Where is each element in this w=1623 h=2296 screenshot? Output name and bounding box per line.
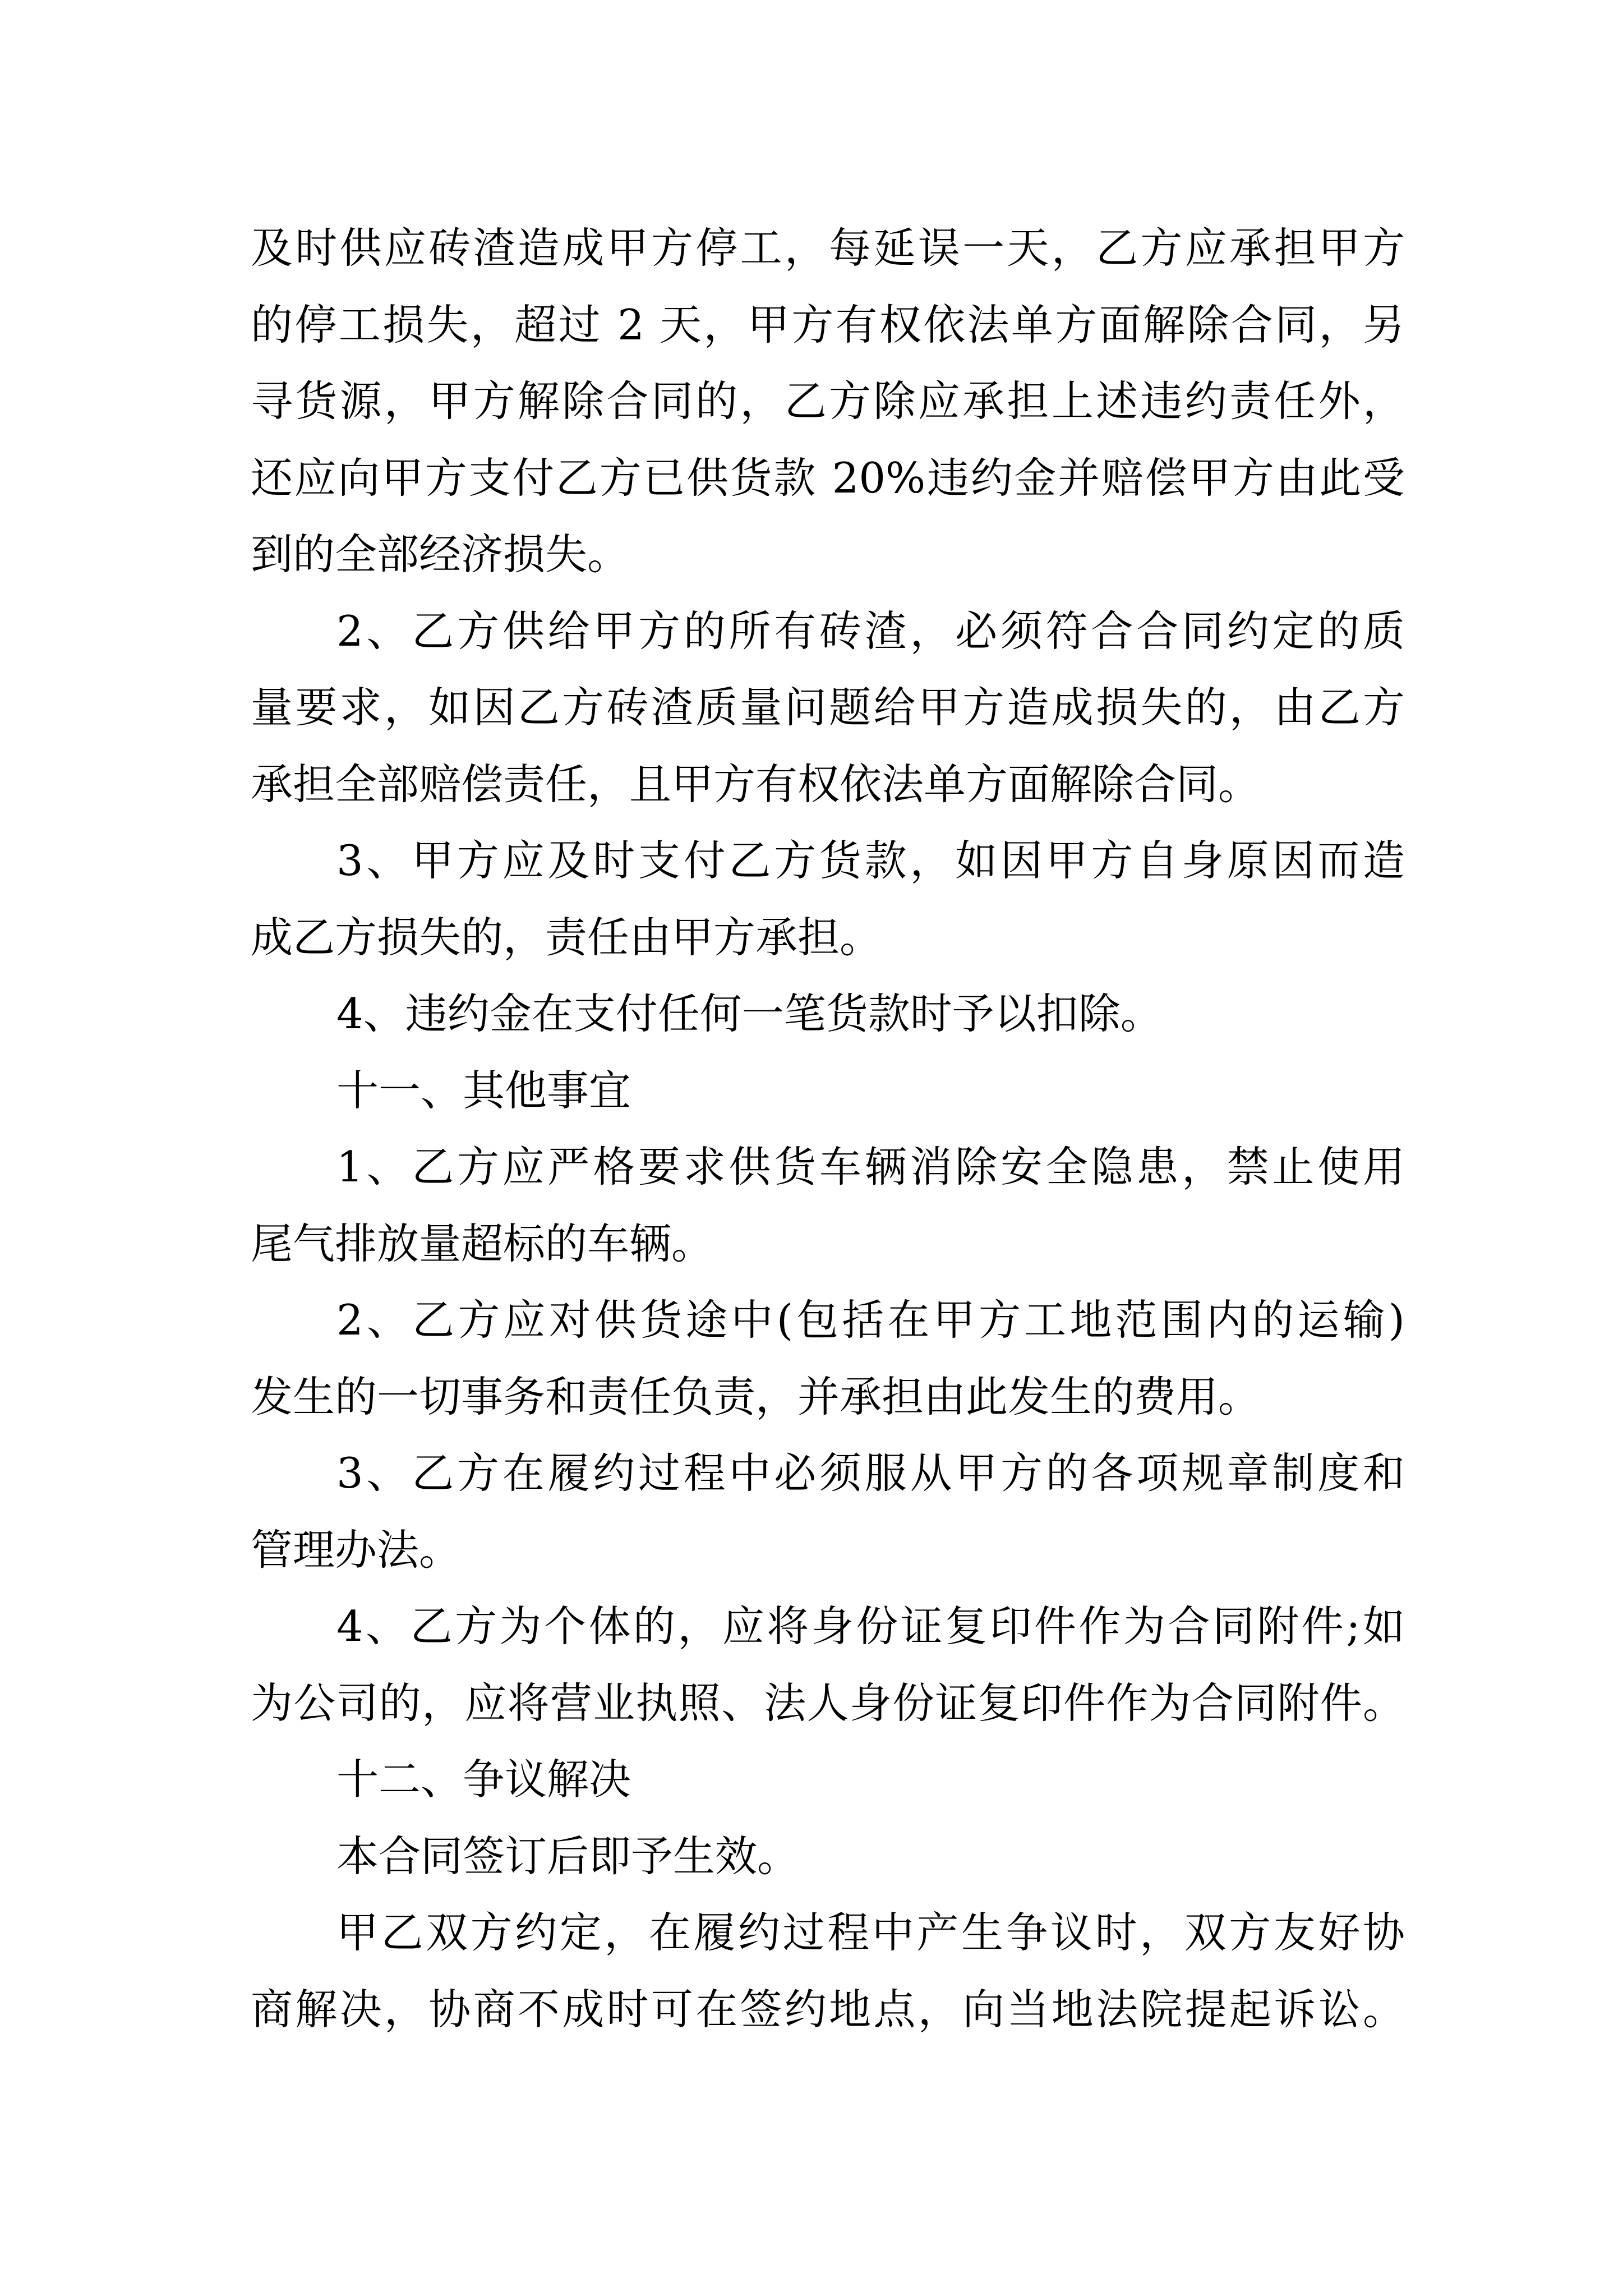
text-line: 为公司的，应将营业执照、法人身份证复印件作为合同附件。 [251, 1678, 1405, 1728]
text-line: 商解决，协商不成时可在签约地点，向当地法院提起诉讼。 [251, 1984, 1405, 2034]
text-line: 2、乙方应对供货途中(包括在甲方工地范围内的运输) [336, 1295, 1405, 1345]
paragraph-other-1 [251, 1129, 1405, 1282]
text-line: 1、乙方应严格要求供货车辆消除安全隐患，禁止使用 [336, 1142, 1405, 1191]
text-line: 寻货源，甲方解除合同的，乙方除应承担上述违约责任外， [251, 376, 1405, 426]
paragraph-clause-3 [251, 822, 1405, 976]
paragraph-dispute-agreement [251, 1894, 1405, 2047]
text-line: 还应向甲方支付乙方已供货款 20%违约金并赔偿甲方由此受 [251, 453, 1405, 503]
document-body [251, 210, 1405, 2047]
paragraph-clause-2 [251, 593, 1405, 823]
text-line: 及时供应砖渣造成甲方停工，每延误一天，乙方应承担甲方 [251, 223, 1405, 273]
text-line: 3、甲方应及时支付乙方货款，如因甲方自身原因而造 [336, 836, 1405, 885]
text-line: 承担全部赔偿责任，且甲方有权依法单方面解除合同。 [251, 759, 1261, 809]
text-line: 2、乙方供给甲方的所有砖渣，必须符合合同约定的质 [336, 606, 1405, 656]
section-heading: 十一、其他事宜 [336, 1065, 631, 1115]
text-line: 甲乙双方约定，在履约过程中产生争议时，双方友好协 [336, 1908, 1405, 1957]
paragraph-breach-continuation [251, 210, 1405, 593]
text-line: 管理办法。 [251, 1525, 462, 1575]
text-line: 4、违约金在支付任何一笔货款时予以扣除。 [336, 989, 1163, 1038]
text-line: 3、乙方在履约过程中必须服从甲方的各项规章制度和 [336, 1448, 1405, 1498]
text-line: 本合同签订后即予生效。 [336, 1831, 800, 1881]
paragraph-clause-4 [251, 976, 1405, 1052]
paragraph-other-4 [251, 1588, 1405, 1741]
text-line: 4、乙方为个体的，应将身份证复印件作为合同附件;如 [336, 1602, 1405, 1651]
text-line: 的停工损失，超过 2 天，甲方有权依法单方面解除合同，另 [251, 300, 1405, 349]
text-line: 尾气排放量超标的车辆。 [251, 1218, 714, 1268]
paragraph-effective-date [251, 1818, 1405, 1895]
paragraph-other-3 [251, 1435, 1405, 1588]
text-line: 量要求，如因乙方砖渣质量问题给甲方造成损失的，由乙方 [251, 683, 1405, 732]
text-line: 到的全部经济损失。 [251, 530, 630, 579]
text-line: 发生的一切事务和责任负责，并承担由此发生的费用。 [251, 1372, 1261, 1421]
section-heading: 十二、争议解决 [336, 1755, 631, 1804]
text-line: 成乙方损失的，责任由甲方承担。 [251, 912, 882, 962]
section-heading-dispute-resolution [251, 1741, 1405, 1818]
paragraph-other-2 [251, 1282, 1405, 1435]
section-heading-other-matters [251, 1052, 1405, 1129]
